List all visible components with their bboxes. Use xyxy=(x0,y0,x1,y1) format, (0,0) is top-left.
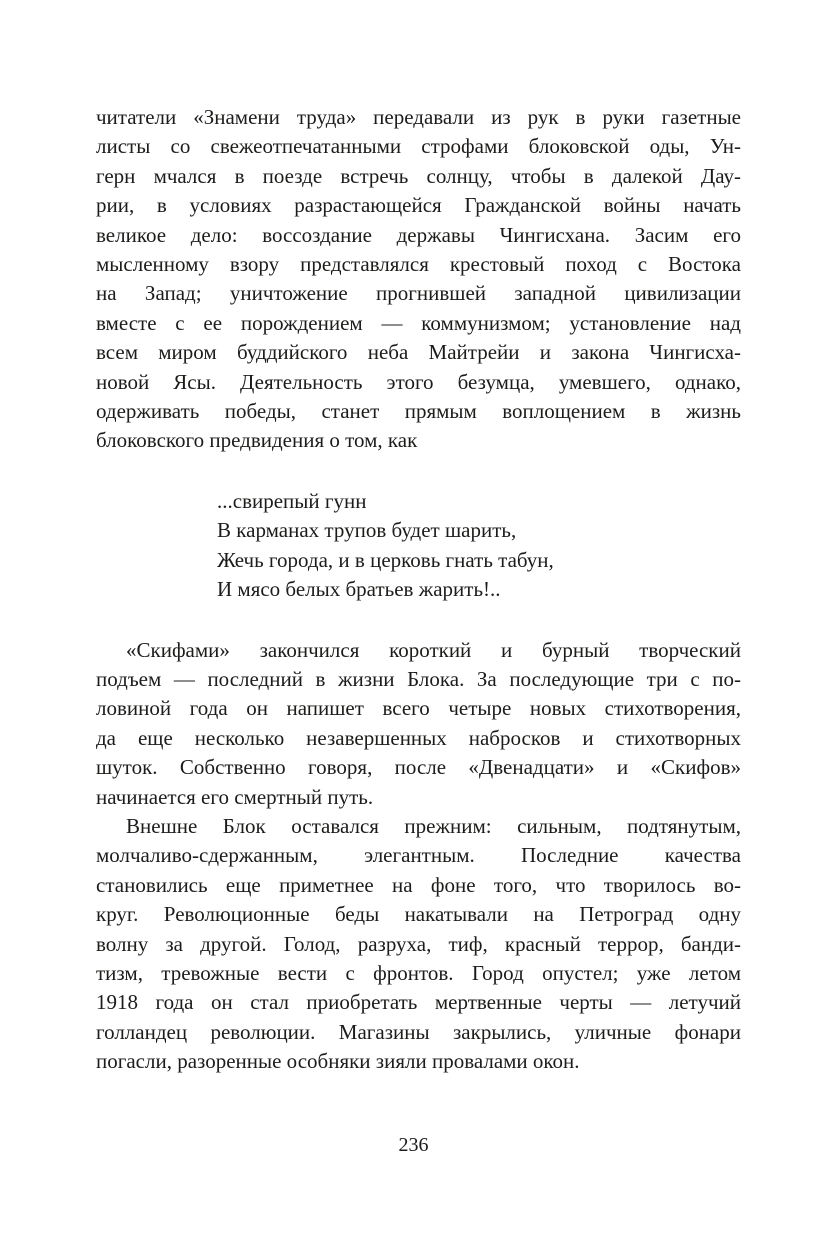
text-line: подъем — последний в жизни Блока. За последующие три с по- xyxy=(96,666,741,691)
text-line: одерживать победы, станет прямым воплощением в жизнь xyxy=(96,399,741,424)
text-line: молчаливо-сдержанным, элегантным. Последние качества xyxy=(96,843,741,868)
text-line: читатели «Знамени труда» передавали из рук в руки газетные xyxy=(96,105,741,129)
text-line: мысленному взору представлялся крестовый поход с Востока xyxy=(96,252,741,277)
paragraph xyxy=(96,636,741,812)
text-line: на Запад; уничтожение прогнившей западной цивилизации xyxy=(96,281,741,306)
page-text xyxy=(96,103,741,1077)
text-line: погасли, разоренные особняки зияли провалами окон. xyxy=(96,1049,580,1074)
text-line: листы со свежеотпечатанными строфами блоковской оды, Ун- xyxy=(96,134,741,159)
text-line: становились еще приметнее на фоне того, что творилось во- xyxy=(96,872,741,897)
text-line: великое дело: воссоздание державы Чингисхана. Засим его xyxy=(96,222,741,247)
verse-line: В карманах трупов будет шарить, xyxy=(217,518,517,543)
text-line: ловиной года он напишет всего четыре новых стихотворения, xyxy=(96,696,741,721)
text-line: круг. Революционные беды накатывали на Петроград одну xyxy=(96,902,741,927)
verse-line: И мясо белых братьев жарить!.. xyxy=(217,577,501,602)
text-line: всем миром буддийского неба Майтрейи и закона Чингисха- xyxy=(96,340,741,365)
text-line: вместе с ее порождением — коммунизмом; установление над xyxy=(96,310,741,335)
page-number: 236 xyxy=(398,1134,429,1156)
verse-line: Жечь города, и в церковь гнать табун, xyxy=(217,547,554,572)
text-line: шуток. Собственно говоря, после «Двенадцати» и «Скифов» xyxy=(96,755,741,780)
text-line: голландец революции. Магазины закрылись, уличные фонари xyxy=(96,1019,741,1044)
text-line: волну за другой. Голод, разруха, тиф, красный террор, банди- xyxy=(96,931,741,956)
text-line: 1918 года он стал приобретать мертвенные черты — летучий xyxy=(96,990,741,1015)
paragraph xyxy=(96,103,741,456)
verse-quote xyxy=(217,487,741,605)
text-line: «Скифами» закончился короткий и бурный творческий xyxy=(126,637,741,662)
text-line: герн мчался в поезде встречь солнцу, чтобы в далекой Дау- xyxy=(96,163,741,188)
text-line: новой Ясы. Деятельность этого безумца, умевшего, однако, xyxy=(96,369,741,394)
text-line: Внешне Блок оставался прежним: сильным, подтянутым, xyxy=(126,813,741,838)
text-line: начинается его смертный путь. xyxy=(96,784,374,809)
paragraph xyxy=(96,812,741,1077)
text-line: блоковского предвидения о том, как xyxy=(96,428,418,453)
text-line: рии, в условиях разрастающейся Гражданской войны начать xyxy=(96,193,741,218)
text-line: тизм, тревожные вести с фронтов. Город опустел; уже летом xyxy=(96,960,741,985)
verse-line: ...свирепый гунн xyxy=(217,488,367,513)
text-line: да еще несколько незавершенных набросков и стихотворных xyxy=(96,725,741,750)
